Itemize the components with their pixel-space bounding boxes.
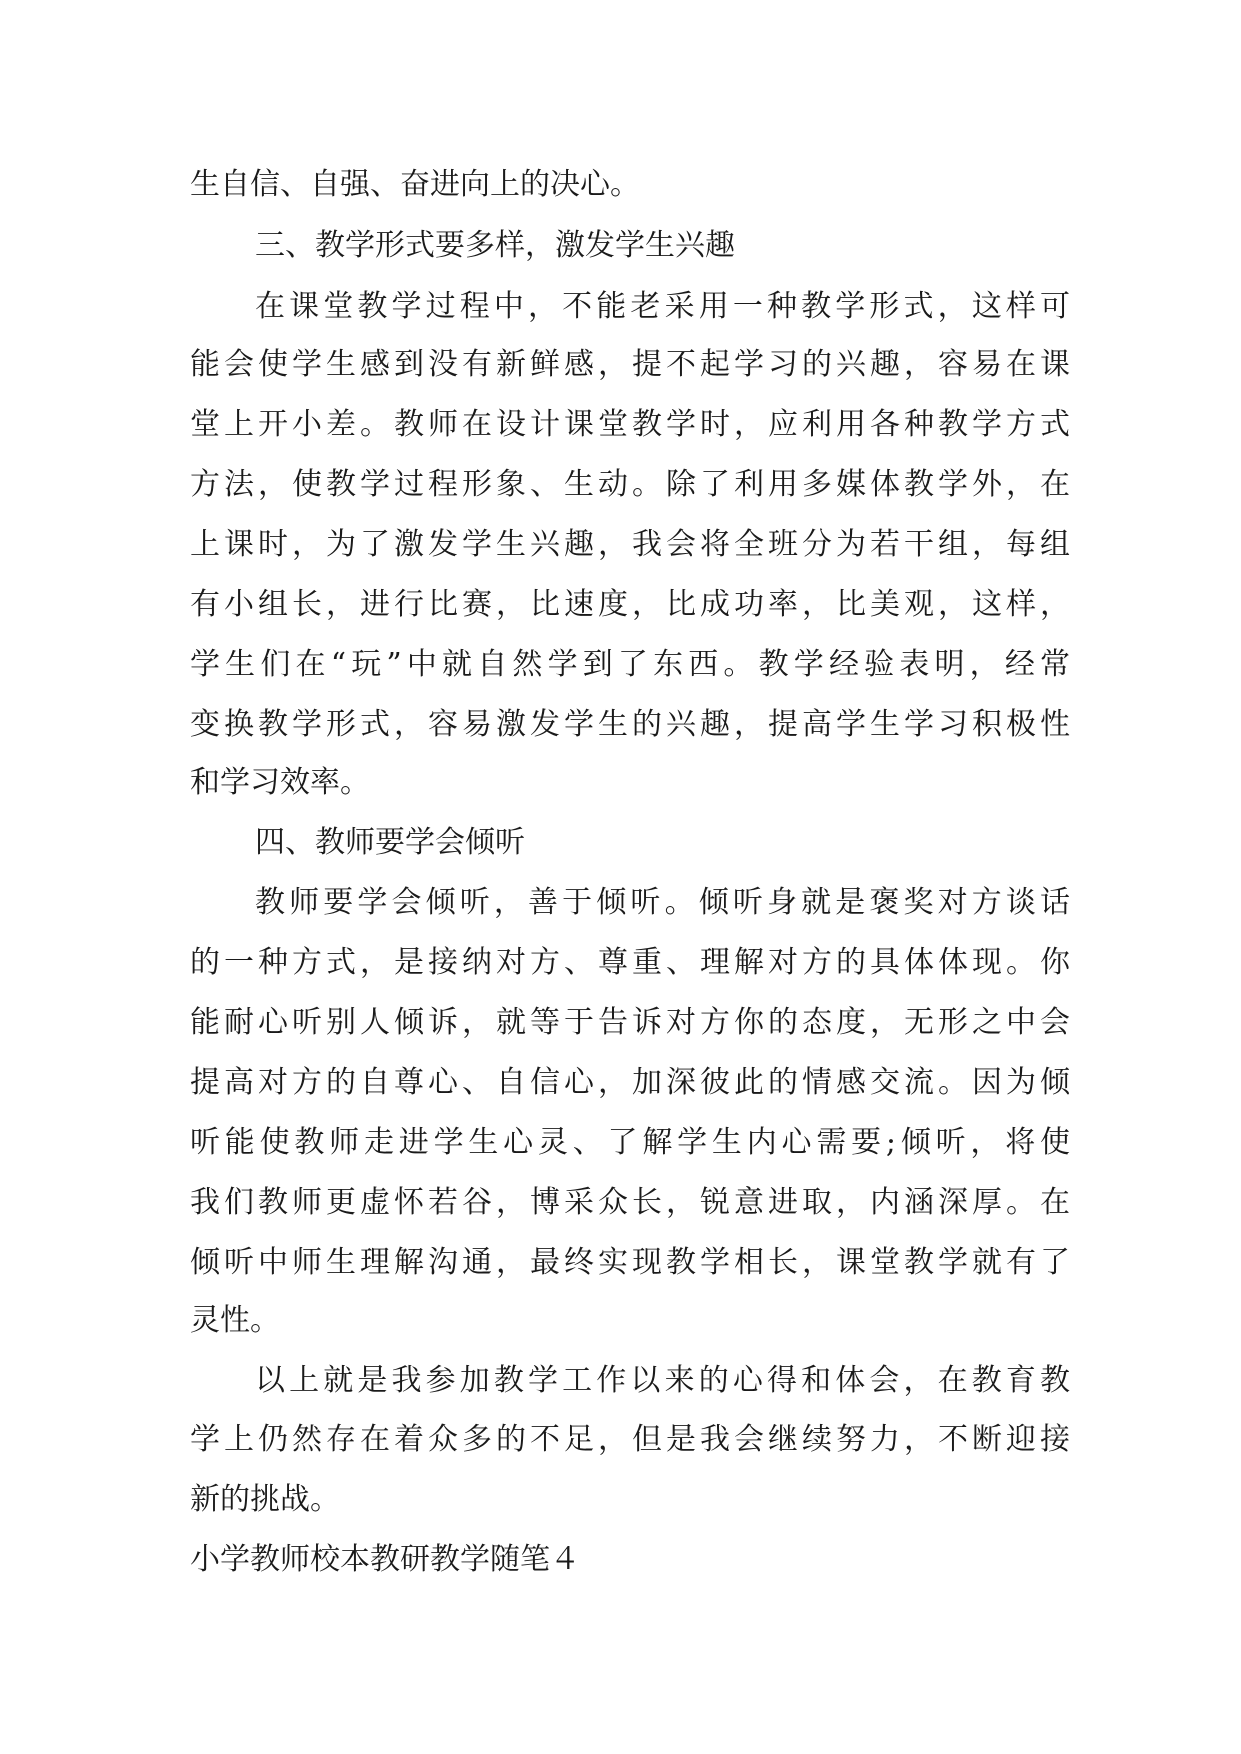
paragraph-line: 变换教学形式，容易激发学生的兴趣，提高学生学习积极性 (190, 707, 1070, 742)
paragraph-line: 有小组长，进行比赛，比速度，比成功率，比美观，这样， (190, 587, 1070, 622)
paragraph-line: 方法，使教学过程形象、生动。除了利用多媒体教学外，在 (190, 467, 1070, 502)
section-heading: 四、教师要学会倾听 (255, 825, 525, 860)
paragraph-line: 听能使教师走进学生心灵、了解学生内心需要;倾听，将使 (190, 1125, 1070, 1160)
paragraph-line: 的一种方式，是接纳对方、尊重、理解对方的具体体现。你 (190, 945, 1070, 980)
paragraph-line: 生自信、自强、奋进向上的决心。 (190, 167, 640, 202)
section-heading: 三、教学形式要多样，激发学生兴趣 (255, 228, 735, 263)
paragraph-line: 上课时，为了激发学生兴趣，我会将全班分为若干组，每组 (190, 527, 1070, 562)
paragraph-line: 能会使学生感到没有新鲜感，提不起学习的兴趣，容易在课 (190, 347, 1070, 382)
paragraph-line: 堂上开小差。教师在设计课堂教学时，应利用各种教学方式 (190, 407, 1070, 442)
paragraph-line: 学上仍然存在着众多的不足，但是我会继续努力，不断迎接 (190, 1422, 1070, 1457)
paragraph-line: 在课堂教学过程中，不能老采用一种教学形式，这样可 (255, 289, 1070, 324)
paragraph-line: 灵性。 (190, 1303, 280, 1338)
paragraph-line: 和学习效率。 (190, 765, 370, 800)
paragraph-line: 教师要学会倾听，善于倾听。倾听身就是褒奖对方谈话 (255, 885, 1070, 920)
paragraph-line: 以上就是我参加教学工作以来的心得和体会，在教育教 (255, 1363, 1070, 1398)
article-title: 小学教师校本教研教学随笔４ (190, 1542, 580, 1577)
paragraph-line: 能耐心听别人倾诉，就等于告诉对方你的态度，无形之中会 (190, 1005, 1070, 1040)
paragraph-line: 提高对方的自尊心、自信心，加深彼此的情感交流。因为倾 (190, 1065, 1070, 1100)
paragraph-line: 倾听中师生理解沟通，最终实现教学相长，课堂教学就有了 (190, 1245, 1070, 1280)
paragraph-line: 学生们在“玩”中就自然学到了东西。教学经验表明，经常 (190, 647, 1070, 682)
paragraph-line: 我们教师更虚怀若谷，博采众长，锐意进取，内涵深厚。在 (190, 1185, 1070, 1220)
paragraph-line: 新的挑战。 (190, 1482, 340, 1517)
